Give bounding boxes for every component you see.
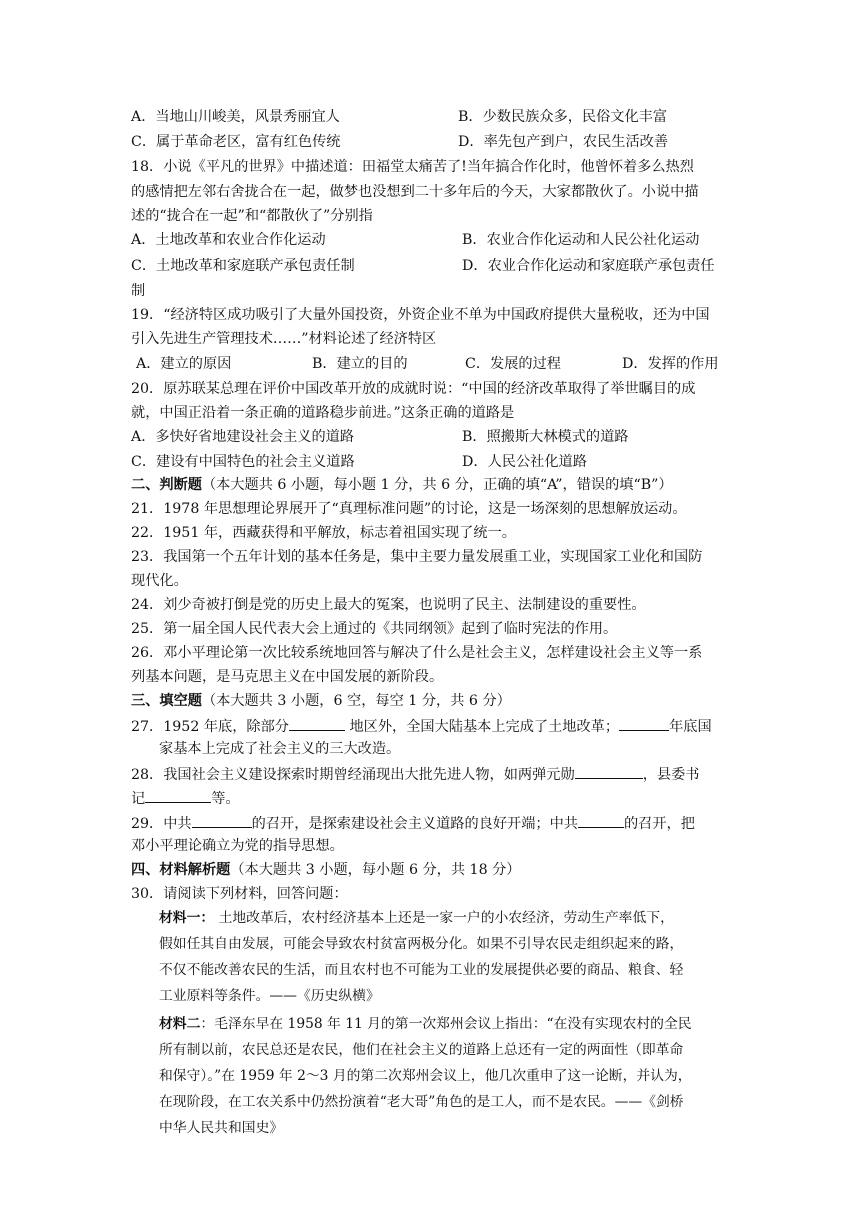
q20-option-a: A．多快好省地建设社会主义的道路 — [131, 429, 355, 445]
q28-blank-1[interactable] — [575, 764, 643, 779]
q26-line2: 列基本问题，是马克思主义在中国发展的新阶段。 — [131, 669, 444, 685]
q30-material2-line1 — [159, 1015, 733, 1033]
q18-stem-line3: 述的“拢合在一起”和“都散伙了”分别指 — [131, 208, 373, 224]
q23-line2: 现代化。 — [131, 573, 188, 589]
q28-line2 — [131, 788, 731, 808]
q30-material2-line2: 所有制以前，农民总还是农民，他们在社会主义的道路上总还有一定的两面性（即革命 — [159, 1042, 684, 1058]
q28-text-2: ，县委书 — [642, 767, 700, 783]
material2-text-1: ：毛泽东早在 1958 年 11 月的第一次郑州会议上指出：“在没有实现农村的全民 — [200, 1016, 692, 1032]
q17-option-b: B．少数民族众多，民俗文化丰富 — [458, 109, 668, 125]
section3-desc: （本大题共 3 小题，6 空，每空 1 分，共 6 分） — [201, 693, 511, 709]
q27-line1 — [131, 716, 731, 736]
q19-stem-line2: 引入先进生产管理技术……”材料论述了经济特区 — [131, 331, 437, 347]
q18-option-c: C．土地改革和家庭联产承包责任制 — [131, 258, 355, 274]
section4-title: 四、材料解析题 — [131, 862, 231, 878]
q29-text-2: 的召开，是探索建设社会主义道路的良好开端；中共 — [251, 816, 578, 832]
q20-option-d: D．人民公社化道路 — [462, 454, 587, 470]
q27-blank-2[interactable] — [619, 716, 669, 731]
q27-text-3: 年底国 — [669, 719, 712, 735]
q30-material2-line4: 在现阶段，在工农关系中仍然扮演着“老大哥”角色的是工人，而不是农民。——《剑桥 — [159, 1094, 684, 1110]
q24: 24．刘少奇被打倒是党的历史上最大的冤案，也说明了民主、法制建设的重要性。 — [131, 597, 646, 613]
q25: 25．第一届全国人民代表大会上通过的《共同纲领》起到了临时宪法的作用。 — [131, 621, 618, 637]
q28-text-3: 记 — [131, 791, 146, 807]
section2-title: 二、判断题 — [131, 477, 202, 493]
q29-blank-2[interactable] — [578, 813, 624, 828]
q28-blank-2[interactable] — [145, 788, 211, 803]
q27-line2: 家基本上完成了社会主义的三大改造。 — [159, 741, 401, 757]
section2-heading — [131, 476, 731, 494]
material1-label: 材料一： — [159, 910, 215, 926]
q29-text-3: 的召开，把 — [623, 816, 695, 832]
q18-option-b: B．农业合作化运动和人民公社化运动 — [462, 232, 700, 248]
section4-heading — [131, 861, 731, 879]
q30-material1-line3: 不仅不能改善农民的生活，而且农村也不可能为工业的发展提供必要的商品、粮食、轻 — [159, 962, 684, 978]
q22: 22．1951 年，西藏获得和平解放，标志着祖国实现了统一。 — [131, 525, 516, 541]
section2-desc: （本大题共 6 小题，每小题 1 分，共 6 分，正确的填“A”，错误的填“B”） — [201, 477, 673, 493]
q21: 21．1978 年思想理论界展开了“真理标准问题”的讨论，这是一场深刻的思想解放运动。 — [131, 501, 687, 517]
q27-text-1: 27．1952 年底，除部分 — [131, 719, 289, 735]
q26-line1: 26．邓小平理论第一次比较系统地回答与解决了什么是社会主义，怎样建设社会主义等一系 — [131, 645, 703, 661]
q27-blank-1[interactable] — [289, 716, 345, 731]
q19-option-c: C．发展的过程 — [465, 356, 561, 372]
q20-option-c: C．建设有中国特色的社会主义道路 — [131, 454, 355, 470]
q18-option-a: A．土地改革和农业合作化运动 — [131, 232, 326, 248]
q19-stem-line1: 19．“经济特区成功吸引了大量外国投资，外资企业不单为中国政府提供大量税收，还为中国 — [131, 307, 710, 323]
q28-text-4: 等。 — [211, 791, 240, 807]
q18-option-d: D．农业合作化运动和家庭联产承包责任 — [462, 258, 715, 274]
q30-material1-line4: 工业原料等条件。——《历史纵横》 — [159, 988, 380, 1004]
q23-line1: 23．我国第一个五年计划的基本任务是，集中主要力量发展重工业，实现国家工业化和国防 — [131, 549, 703, 565]
q18-option-d-wrap: 制 — [131, 283, 146, 299]
q29-blank-1[interactable] — [192, 813, 252, 828]
q17-option-c: C．属于革命老区，富有红色传统 — [131, 134, 341, 150]
q30-material1-line1 — [159, 909, 733, 927]
q20-stem-line2: 就，中国正沿着一条正确的道路稳步前进。”这条正确的道路是 — [131, 405, 515, 421]
q28-line1 — [131, 764, 731, 784]
section3-title: 三、填空题 — [131, 693, 202, 709]
q17-option-d: D．率先包产到户，农民生活改善 — [458, 134, 669, 150]
q30-material2-line3: 和保守）。”在 1959 年 2～3 月的第二次郑州会议上，他几次重申了这一论断，并认为， — [159, 1068, 692, 1084]
q30-material2-line5: 中华人民共和国史》 — [159, 1120, 284, 1136]
q19-option-d: D．发挥的作用 — [622, 356, 719, 372]
q27-text-2: 地区外，全国大陆基本上完成了土地改革； — [344, 719, 620, 735]
q30-material1-line2: 假如任其自由发展，可能会导致农村贫富两极分化。如果不引导农民走组织起来的路， — [159, 936, 684, 952]
section4-desc: （本大题共 3 小题，每小题 6 分，共 18 分） — [230, 862, 521, 878]
material1-text-1: 土地改革后，农村经济基本上还是一家一户的小农经济，劳动生产率低下， — [214, 910, 674, 926]
material2-label: 材料二 — [159, 1016, 201, 1032]
q20-stem-line1: 20．原苏联某总理在评价中国改革开放的成就时说：“中国的经济改革取得了举世瞩目的成 — [131, 381, 696, 397]
q19-option-a: A．建立的原因 — [136, 356, 232, 372]
q29-text-1: 29．中共 — [131, 816, 192, 832]
q18-stem-line1: 18．小说《平凡的世界》中描述道：田福堂太痛苦了!当年搞合作化时，他曾怀着多么热烈 — [131, 159, 694, 175]
section3-heading — [131, 692, 731, 710]
q18-stem-line2: 的感情把左邻右舍拢合在一起，做梦也没想到二十多年后的今天，大家都散伙了。小说中描 — [131, 184, 699, 200]
q29-line1 — [131, 813, 731, 833]
q30-intro: 30．请阅读下列材料，回答问题： — [131, 886, 348, 902]
q29-line2: 邓小平理论确立为党的指导思想。 — [131, 838, 344, 854]
q20-option-b: B．照搬斯大林模式的道路 — [462, 429, 629, 445]
q17-option-a: A．当地山川峻美，风景秀丽宜人 — [131, 109, 340, 125]
q19-option-b: B．建立的目的 — [312, 356, 408, 372]
q28-text-1: 28．我国社会主义建设探索时期曾经涌现出大批先进人物，如两弹元勋 — [131, 767, 575, 783]
